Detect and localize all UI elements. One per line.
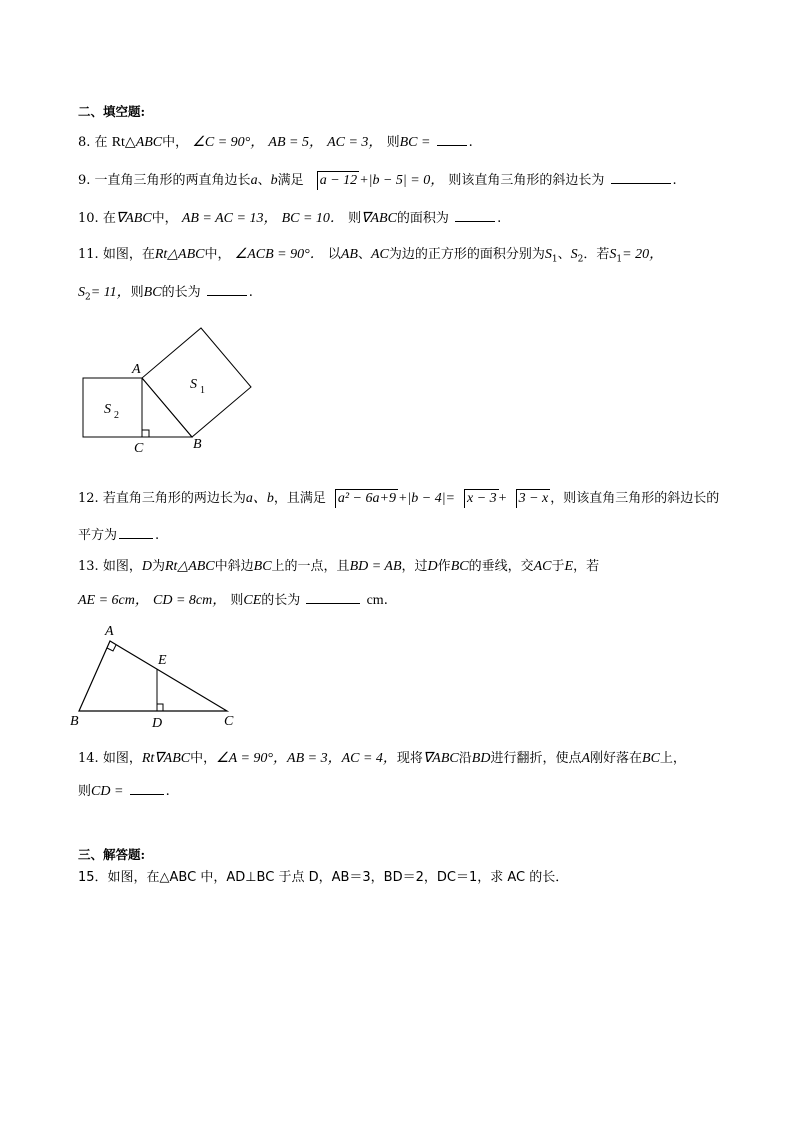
question-12-cont: 平方为 . <box>78 528 160 543</box>
label-c: C <box>134 441 144 456</box>
figure-q13-triangle <box>68 618 248 733</box>
question-10: 10. 在∇ABC中， AB = AC = 13， BC = 10． 则∇ABC的面积为 . <box>78 211 502 226</box>
sqrt-radical: a − 12 <box>310 171 359 190</box>
q8-number: 8. <box>78 135 91 150</box>
question-8: 8. 在 Rt△ABC中， ∠C = 90°， AB = 5， AC = 3， 则BC = . <box>78 135 473 150</box>
label-e: E <box>158 653 167 668</box>
figure-q11-squares <box>70 318 270 458</box>
answer-blank[interactable] <box>455 209 495 222</box>
answer-blank[interactable] <box>119 526 153 539</box>
label-d: D <box>152 716 163 731</box>
right-angle-mark <box>142 430 149 437</box>
question-14-cont: 则CD = . <box>78 784 170 799</box>
square-s2 <box>83 378 142 437</box>
sqrt-radical: a² − 6a+9 <box>328 489 398 508</box>
question-9: 9. 一直角三角形的两直角边长a、b满足 a − 12 +|b − 5| = 0， 则该直角三角形的斜边长为 . <box>78 173 677 188</box>
question-13: 13. 如图，D为Rt△ABC中斜边BC上的一点，且BD = AB，过D作BC的垂线，交AC于E，若 <box>78 559 600 574</box>
label-c: C <box>224 714 234 729</box>
answer-blank[interactable] <box>130 782 164 795</box>
answer-blank[interactable] <box>207 283 247 296</box>
right-angle-mark-d <box>157 704 163 711</box>
label-b: B <box>193 437 202 452</box>
label-s2: S <box>104 402 111 417</box>
answer-blank[interactable] <box>437 133 467 146</box>
question-11-cont: $S_2= 11$，则BC的长为 . <box>78 285 253 303</box>
label-b: B <box>70 714 79 729</box>
question-12: 12. 若直角三角形的两边长为a、b，且满足 a² − 6a+9 +|b − 4|= x − 3 + 3 − x ，则该直角三角形的斜边长的 <box>78 491 720 506</box>
answer-blank[interactable] <box>306 591 360 604</box>
question-13-cont: AE = 6cm， CD = 8cm， 则CE的长为 cm. <box>78 593 388 608</box>
label-s2-sub: 2 <box>114 410 119 421</box>
answer-blank[interactable] <box>611 171 671 184</box>
sqrt-radical: 3 − x <box>509 489 551 508</box>
label-a: A <box>105 624 114 639</box>
label-a: A <box>132 362 141 377</box>
question-11: 11. 如图，在Rt△ABC中， ∠ACB = 90°． 以AB、AC为边的正方形的面积分别为$S_1$、$S_2$．若$S_1= 20$， <box>78 247 664 265</box>
triangle-abc <box>79 641 227 711</box>
section-title-fill-in: 二、填空题: <box>78 104 146 119</box>
sqrt-radical: x − 3 <box>457 489 499 508</box>
section-title-answer: 三、解答题: <box>78 847 146 862</box>
label-s1-sub: 1 <box>200 385 205 396</box>
question-15: 15．如图，在△ABC 中，AD⊥BC 于点 D，AB＝3，BD＝2，DC＝1，求 AC 的长． <box>78 870 569 885</box>
question-14: 14. 如图，Rt∇ABC中，∠A = 90°，AB = 3，AC = 4，现将∇ABC沿BD进行翻折，使点A刚好落在BC上， <box>78 751 686 766</box>
label-s1: S <box>190 377 197 392</box>
